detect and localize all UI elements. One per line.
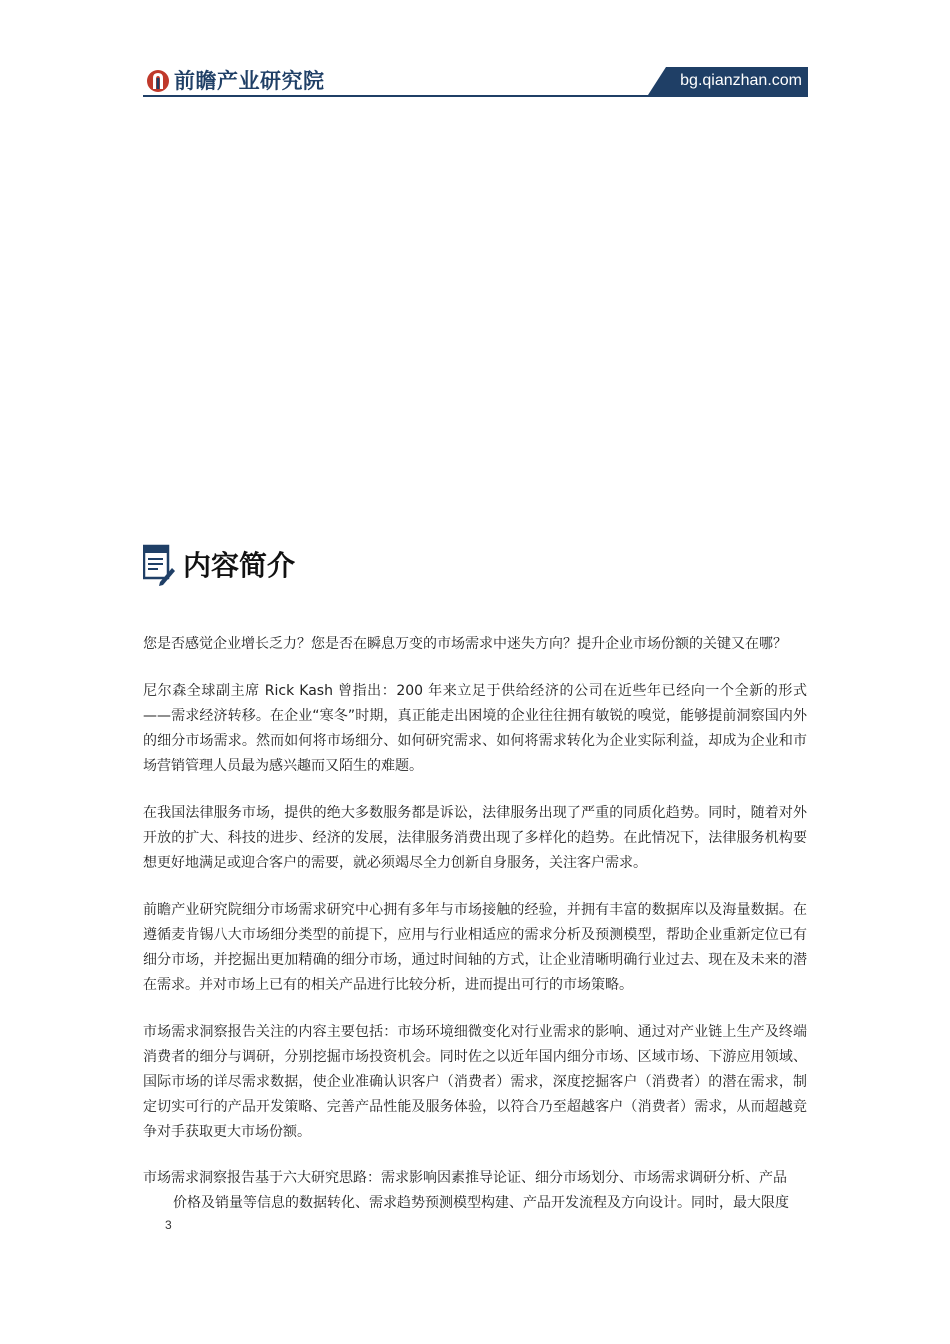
section-title: 内容简介 [183, 549, 296, 582]
paragraph: 前瞻产业研究院细分市场需求研究中心拥有多年与市场接触的经验，并拥有丰富的数据库以及海量数据。在遵循麦肯锡八大市场细分类型的前提下，应用与行业相适应的需求分析及预测模型，帮助企业重新定位已有细分市场，并挖掘出更加精确的细分市场，通过时间轴的方式，让企业清晰明确行业过去、现在及未来的潜在需求。并对市场上已有的相关产品进行比较分析，进而提出可行的市场策略。 [143, 902, 807, 993]
paragraph: 市场需求洞察报告关注的内容主要包括：市场环境细微变化对行业需求的影响、通过对产业链上生产及终端消费者的细分与调研，分别挖掘市场投资机会。同时佐之以近年国内细分市场、区域市场、下游应用领域、国际市场的详尽需求数据，使企业准确认识客户（消费者）需求，深度挖掘客户（消费者）的潜在需求，制定切实可行的产品开发策略、完善产品性能及服务体验，以符合乃至超越客户（消费者）需求，从而超越竞争对手获取更大市场份额。 [143, 1024, 807, 1140]
site-url[interactable]: bg.qianzhan.com [680, 72, 802, 89]
paragraph: 尼尔森全球副主席 Rick Kash 曾指出：200 年来立足于供给经济的公司在近些年已经向一个全新的形式——需求经济转移。在企业“寒冬”时期，真正能走出困境的企业往往拥有敏锐的嗅觉，能够提前洞察国内外的细分市场需求。然而如何将市场细分、如何研究需求、如何将需求转化为企业实际利益，却成为企业和市场营销管理人员最为感兴趣而又陌生的难题。 [143, 683, 807, 774]
page-number: 3 [165, 1218, 172, 1232]
qianzhan-logo-icon [146, 69, 170, 93]
page-header [143, 67, 808, 97]
paragraph: 您是否感觉企业增长乏力？您是否在瞬息万变的市场需求中迷失方向？提升企业市场份额的关键又在哪？ [143, 636, 787, 652]
paragraph: 在我国法律服务市场，提供的绝大多数服务都是诉讼，法律服务出现了严重的同质化趋势。同时，随着对外开放的扩大、科技的进步、经济的发展，法律服务消费出现了多样化的趋势。在此情况下，法律服务机构要想更好地满足或迎合客户的需要，就必须竭尽全力创新自身服务，关注客户需求。 [143, 805, 807, 871]
intro-content [143, 632, 807, 1167]
header-divider [143, 95, 808, 97]
document-pen-icon [143, 544, 175, 586]
truncated-paragraph [143, 1166, 807, 1218]
paragraph-line: 价格及销量等信息的数据转化、需求趋势预测模型构建、产品开发流程及方向设计。同时，最大限度 [173, 1195, 789, 1211]
logo-text: 前瞻产业研究院 [174, 69, 325, 93]
paragraph-line: 市场需求洞察报告基于六大研究思路：需求影响因素推导论证、细分市场划分、市场需求调研分析、产品 [143, 1170, 787, 1186]
